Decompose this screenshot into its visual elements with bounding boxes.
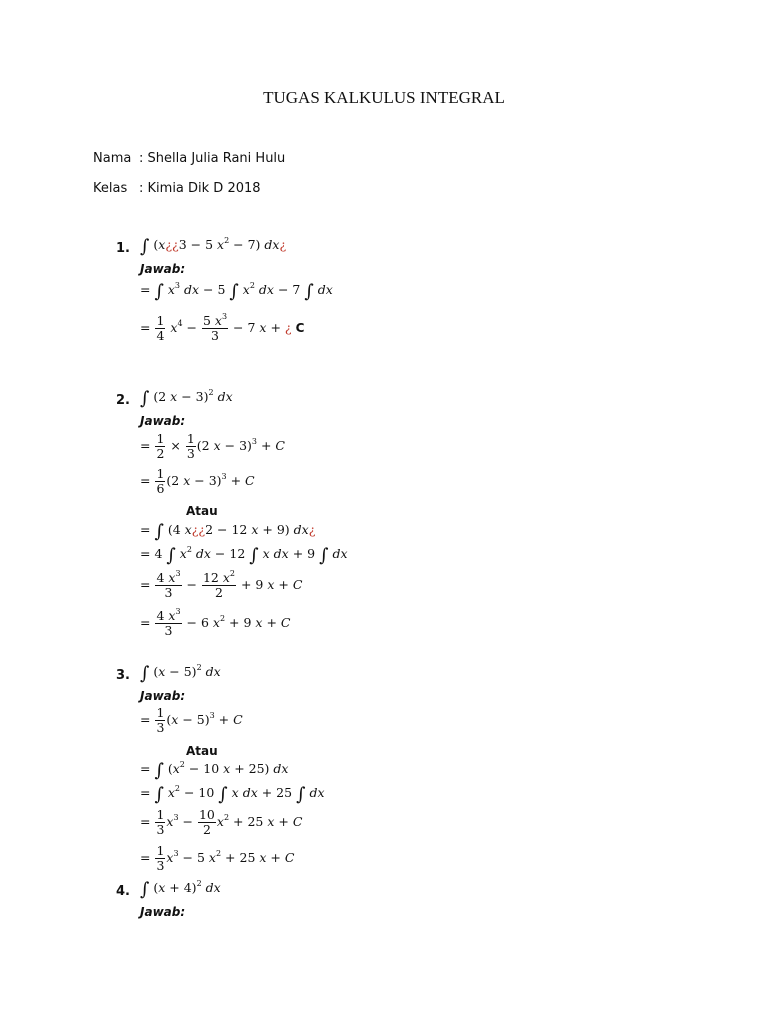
student-name-row [93, 151, 285, 166]
problem-2-atau: Atau [186, 504, 218, 518]
problem-3-atau: Atau [186, 744, 218, 758]
problem-3-alt-step-2: = ∫ $x^2 - 10$ ∫ x dx + 25 ∫ dx [140, 784, 325, 805]
problem-1-step-2: = $\frac{1}{4}$ $x^4$ − $\frac{5 x^3}{3}$ − 7 x + ¿ C [140, 312, 305, 343]
class-value: : Kimia Dik D 2018 [139, 181, 261, 196]
student-class-row [93, 181, 261, 196]
problem-3-step-1: = $\frac{1}{3}$ $(x - 5)^3 + C$ [140, 705, 243, 735]
problem-2-jawab: Jawab: [140, 414, 186, 428]
problem-3-alt-step-1: = ∫ ($x^2 - 10$ x + 25) dx [140, 760, 289, 781]
page-title: TUGAS KALKULUS INTEGRAL [263, 88, 505, 107]
problem-3-question: ∫ $(x - 5)^2$ dx [140, 663, 221, 684]
problem-2-step-2: = $\frac{1}{6}$ (2 x − 3)$^3$ + C [140, 466, 255, 496]
problem-3-alt-step-3: = $\frac{1}{3}$ $x^3$ − $\frac{10}{2}$ $x^2 + 25$ x + C [140, 807, 303, 837]
problem-1-question: ∫ (x¿¿3 − 5 $x^2 - 7$) dx¿ [140, 236, 287, 257]
problem-4-question: ∫ $(x + 4)^2$ dx [140, 879, 221, 900]
name-label: Nama [93, 151, 132, 166]
problem-1-step-1: = ∫ $x^3$ dx − 5 ∫ $x^2$ dx − 7 ∫ dx [140, 281, 333, 302]
problem-2-alt-step-3: = $\frac{4 x^3}{3}$ − $\frac{12 x^2}{2}$ + 9 x + C [140, 569, 303, 600]
problem-1-number: 1. [116, 241, 130, 256]
problem-3-jawab: Jawab: [140, 689, 186, 703]
problem-4-number: 4. [116, 884, 130, 899]
problem-2-number: 2. [116, 393, 130, 408]
name-value: : Shella Julia Rani Hulu [139, 151, 286, 166]
problem-2-step-1: = $\frac{1}{2}$ × $\frac{1}{3}$ (2 x − 3)$^3$ + C [140, 431, 285, 461]
problem-2-alt-step-4: = $\frac{4 x^3}{3}$ − 6 $x^2 + 9$ x + C [140, 607, 291, 638]
class-label: Kelas [93, 181, 128, 196]
problem-2-alt-step-1: = ∫ (4 x¿¿2 − 12 x + 9) dx¿ [140, 521, 316, 542]
problem-3-number: 3. [116, 668, 130, 683]
problem-3-alt-step-4: = $\frac{1}{3}$ $x^3 - 5$ $x^2 + 25$ x + C [140, 843, 295, 873]
problem-1-jawab: Jawab: [140, 262, 186, 276]
problem-2-alt-step-2: = 4 ∫ $x^2$ dx − 12 ∫ x dx + 9 ∫ dx [140, 545, 348, 566]
problem-2-question: ∫ (2 x − 3)$^2$ dx [140, 388, 233, 409]
problem-4-jawab: Jawab: [140, 905, 186, 919]
